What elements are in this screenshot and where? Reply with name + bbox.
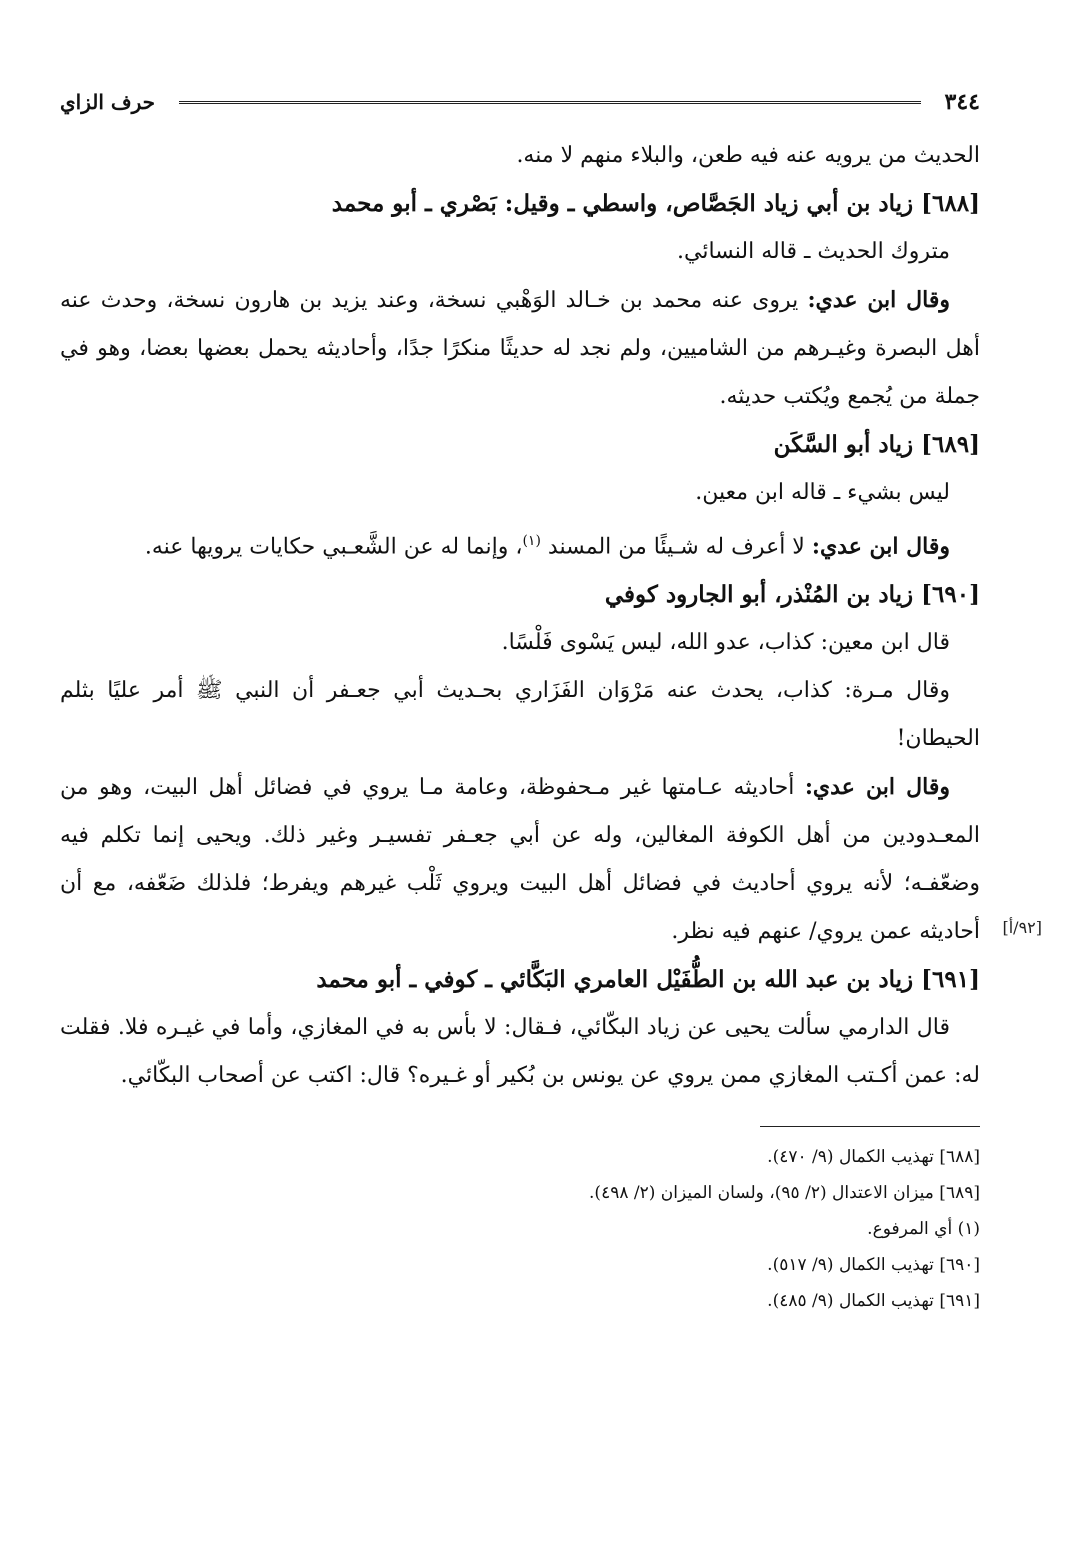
entry-688-paragraph [60, 276, 980, 421]
entry-689-text-a: لا أعرف له شـيئًا من المسند [540, 534, 812, 560]
page-number: ٣٤٤ [944, 89, 980, 115]
entry-690-paragraph-2: وقال مـرة: كذاب، يحدث عنه مَرْوَان الفَزَاري بحـديث أبي جعـفر أن النبي ﷺ أمر عليًا بثلم الحيطان! [60, 678, 980, 752]
running-title: حرف الزاي [60, 90, 155, 114]
entry-689-verdict: ليس بشيء ـ قاله ابن معين. [695, 480, 950, 505]
entry-690-text: أحاديثه عـامتها غير مـحفوظة، وعامة مـا يروي في فضائل أهل البيت، وهو من المعـدودين من أهل الكوفة المغالين، وله عن أبي جعـفر تفسيـر وغير ذلك. ويحيى إنما تكلم فيه وضعّفـه؛ لأنه يروي أحاديث في فضائل أهل البيت ويروي ثَلْب غيرهم ويفرط؛ فلذلك ضَعّفه، مع أن أحاديثه عمن يروي/ عنهم فيه نظر. [60, 775, 980, 945]
entry-689-text-b: ، وإنما له عن الشَّعـبي حكايات يرويها عنه. [144, 534, 523, 560]
paragraph-continuation: الحديث من يرويه عنه فيه طعن، والبلاء منهم لا منه. [516, 143, 980, 168]
entry-688-lead: وقال ابن عدي: [807, 287, 950, 313]
entry-688-verdict: متروك الحديث ـ قاله النسائي. [677, 239, 950, 264]
footnote-item: (١) أي المرفوع. [867, 1219, 980, 1240]
entry-heading-689: [٦٨٩] زياد أبو السَّكَن [773, 431, 980, 458]
footnote-item: [٦٩٠] تهذيب الكمال (٩/ ٥١٧). [767, 1255, 980, 1276]
entry-690-paragraph-3 [60, 763, 1042, 956]
book-page [60, 80, 1042, 1319]
entry-691-paragraph: قال الدارمي سألت يحيى عن زياد البكّائي، فـقال: لا بأس به في المغازي، وأما في غيـره فلا. فقلت له: عمن أكـتب المغازي ممن يروي عن يونس بن بُكير أو غـيره؟ قال: اكتب عن أصحاب البكّائي. [60, 1015, 980, 1089]
footnote-item: [٦٨٨] تهذيب الكمال (٩/ ٤٧٠). [767, 1147, 980, 1168]
header-rule [179, 101, 921, 104]
page-body [60, 132, 1042, 1100]
entry-heading-691: [٦٩١] زياد بن عبد الله بن الطُّفَيْل العامري البَكَّائي ـ كوفي ـ أبو محمد [316, 966, 980, 994]
entry-690-verdict: قال ابن معين: كذاب، عدو الله، ليس يَسْوى فَلْسًا. [501, 630, 950, 656]
entry-689-paragraph [60, 517, 980, 571]
entry-689-lead: وقال ابن عدي: [811, 533, 950, 560]
page-header [60, 80, 980, 124]
entry-690-lead: وقال ابن عدي: [804, 774, 950, 801]
entry-heading-688: [٦٨٨] زياد بن أبي زياد الجَصَّاص، واسطي ـ وقيل: بَصْري ـ أبو محمد [331, 190, 980, 217]
footnote-item: [٦٩١] تهذيب الكمال (٩/ ٤٨٥). [767, 1291, 980, 1312]
footnote-reference: (١) [522, 533, 541, 549]
footnotes [60, 1139, 980, 1319]
footnote-item: [٦٨٩] ميزان الاعتدال (٢/ ٩٥)، ولسان الميزان (٢/ ٤٩٨). [589, 1183, 980, 1204]
entry-688-text: يروى عنه محمد بن خـالد الوَهْبي نسخة، وعند يزيد بن هارون نسخة، وحدث عنه أهل البصرة وغيـرهم من الشاميين، ولم نجد له حديثًا منكرًا جدًا، وأحاديثه يحمل بعضها بعضا، وهو في جملة من يُجمع ويُكتب حديثه. [60, 288, 980, 409]
footnote-rule [760, 1126, 980, 1127]
entry-heading-690: [٦٩٠] زياد بن المُنْذر، أبو الجارود كوفي [604, 581, 980, 609]
manuscript-folio-note: [٩٢/أ] [1002, 918, 1042, 938]
